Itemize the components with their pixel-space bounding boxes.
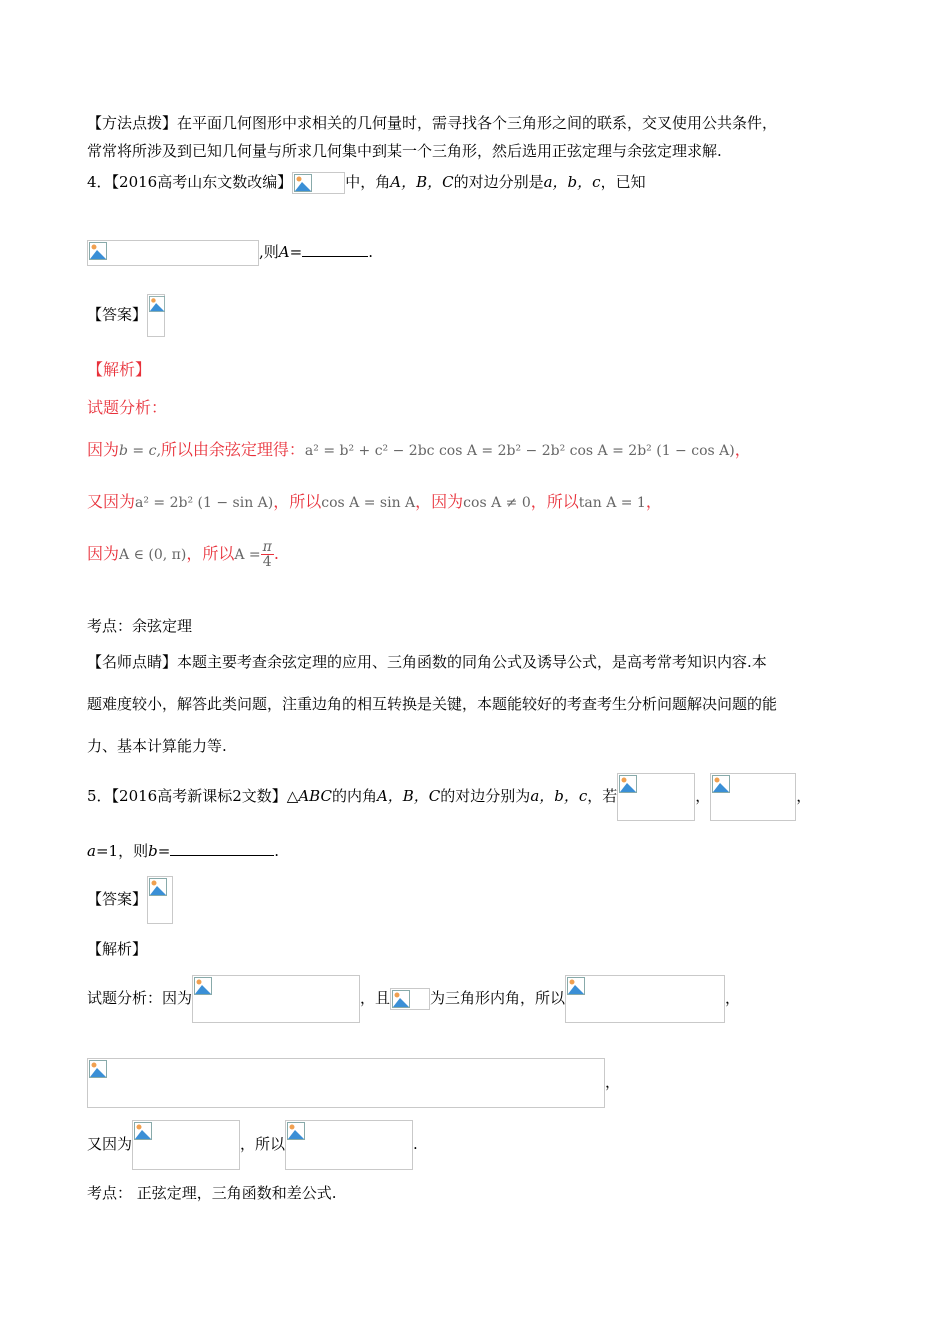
q4-mingshi-line3: 力、基本计算能力等.: [87, 737, 227, 755]
q4-stem-line1: [87, 172, 646, 194]
q4-text-a: 中，角: [345, 173, 391, 191]
q4-step3-den: 4: [262, 554, 272, 570]
broken-image-icon: [87, 240, 259, 266]
q5-analysis-a: 试题分析：因为: [87, 989, 193, 1007]
q5-text-b: 的对边分别为: [440, 787, 531, 805]
q5-kaodian: 考点： 正弦定理，三角函数和差公式.: [87, 1184, 337, 1202]
method-tip-line1: 【方法点拨】在平面几何图形中求相关的几何量时，需寻找各个三角形之间的联系，交叉使用公共条件，: [87, 114, 778, 132]
q4-answer-label: 【答案】: [87, 305, 148, 324]
q5-text-c: ，若: [587, 787, 618, 805]
q5-triangle: △: [286, 787, 299, 805]
q4-kaodian: 考点：余弦定理: [87, 617, 193, 635]
q4-step3-mid: ，所以: [186, 544, 235, 563]
q4-number: 4．: [87, 173, 112, 191]
q5-analysis-d: ，: [725, 989, 741, 1007]
q4-step2-formula4: tan A = 1: [578, 495, 646, 511]
q5-again-c: .: [413, 1135, 418, 1153]
q5-answer-line: [87, 875, 173, 924]
q5-source: 【2016高考新课标2文数】: [111, 787, 287, 805]
q5-analysis-line1: [87, 973, 740, 1023]
q5-b-eq: =: [157, 842, 171, 860]
q4-step2-formula2: cos A = sin A: [321, 495, 416, 511]
q5-stem-line2: [87, 841, 279, 861]
q4-text-c: ，已知: [600, 173, 646, 191]
method-tip-line2: 常常将所涉及到已知几何量与所求几何集中到某一个三角形，然后选用正弦定理与余弦定理求解.: [87, 142, 722, 160]
q5-analysis-label: 【解析】: [87, 940, 148, 958]
q4-mingshi-line2: 题难度较小，解答此类问题，注重边角的相互转换是关键，本题能较好的考查考生分析问题解决问题的能: [87, 695, 778, 713]
q4-analysis-label: 【解析】: [87, 360, 152, 379]
q5-b-var: b: [148, 842, 158, 860]
q4-step3-formula: A ∈ (0, π): [119, 547, 187, 563]
q5-period: .: [274, 842, 280, 860]
q4-step2-end: ，: [645, 492, 662, 511]
q4-then: ,则: [259, 243, 279, 261]
q4-var: A: [278, 243, 290, 261]
q4-step3-num: π: [262, 539, 272, 555]
q4-step2-formula3: cos A ≠ 0: [463, 495, 531, 511]
q5-answer-label: 【答案】: [87, 890, 148, 908]
q4-step2-mid2: ，因为: [415, 492, 464, 511]
q5-angles: A，B，C: [376, 787, 441, 805]
q5-stem-line1: [87, 771, 811, 821]
q5-answer-blank: [170, 841, 274, 856]
q4-step2-prefix: 又因为: [87, 492, 136, 511]
broken-image-icon: [285, 1120, 413, 1170]
q4-step3-lhs: A =: [234, 547, 261, 563]
q5-text-a: 的内角: [331, 787, 377, 805]
q4-text-b: 的对边分别是: [453, 173, 544, 191]
q4-step1-cond: b = c,: [119, 443, 161, 459]
broken-image-icon: [147, 876, 173, 924]
q4-step2-mid1: ，所以: [273, 492, 322, 511]
q4-step1-mid: 所以由余弦定理得：: [160, 440, 305, 459]
q5-number: 5．: [87, 787, 112, 805]
q4-step2-formula: a² = 2b² (1 − sin A): [135, 495, 274, 511]
q4-answer-line: [87, 294, 165, 337]
q4-answer-blank: [302, 242, 368, 257]
broken-image-icon: [292, 172, 345, 194]
q4-analysis-title: 试题分析：: [87, 398, 168, 417]
q4-eq: =: [289, 243, 303, 261]
q4-step2: [87, 492, 662, 513]
q5-abc: ABC: [298, 787, 332, 805]
q4-stem-line2: [87, 240, 373, 266]
broken-image-icon: [132, 1120, 240, 1170]
q4-step2-mid3: ，所以: [530, 492, 579, 511]
q5-analysis-line2: [87, 1057, 620, 1108]
broken-image-icon: [390, 988, 430, 1010]
q5-comma1: ，: [695, 787, 711, 805]
broken-image-icon: [147, 294, 165, 337]
q4-step3: [87, 536, 279, 573]
q4-step3-fraction: [261, 540, 274, 569]
broken-image-icon: [565, 975, 725, 1023]
q5-comma-line: ，: [605, 1073, 621, 1091]
q5-again-a: 又因为: [87, 1135, 133, 1153]
q4-source: 【2016高考山东文数改编】: [111, 173, 293, 191]
q4-step1: [87, 440, 751, 461]
q5-sides: a，b，c: [530, 787, 588, 805]
q5-a-eq: =1，则: [95, 842, 149, 860]
q5-analysis-c: 为三角形内角，所以: [430, 989, 566, 1007]
q4-sides: a，b，c: [543, 173, 601, 191]
q4-step1-prefix: 因为: [87, 440, 120, 459]
broken-image-icon: [710, 773, 796, 821]
q4-period: .: [368, 243, 373, 261]
broken-image-icon: [192, 975, 360, 1023]
q4-step3-end: .: [273, 544, 279, 563]
q5-again-b: ，所以: [240, 1135, 286, 1153]
q5-a-var: a: [87, 842, 96, 860]
q4-step1-end: ，: [734, 440, 751, 459]
broken-image-icon: [617, 773, 695, 821]
q5-analysis-b: ，且: [360, 989, 391, 1007]
q4-angles: A，B，C: [390, 173, 454, 191]
q4-step1-formula: a² = b² + c² − 2bc cos A = 2b² − 2b² cos A = 2b² (1 − cos A): [304, 443, 735, 459]
q4-step3-prefix: 因为: [87, 544, 120, 563]
broken-image-icon: [87, 1058, 605, 1108]
q5-comma2: ，: [796, 787, 812, 805]
q5-analysis-line3: [87, 1119, 418, 1170]
q4-mingshi-line1: 【名师点睛】本题主要考查余弦定理的应用、三角函数的同角公式及诱导公式，是高考常考知识内容.本: [87, 653, 767, 671]
